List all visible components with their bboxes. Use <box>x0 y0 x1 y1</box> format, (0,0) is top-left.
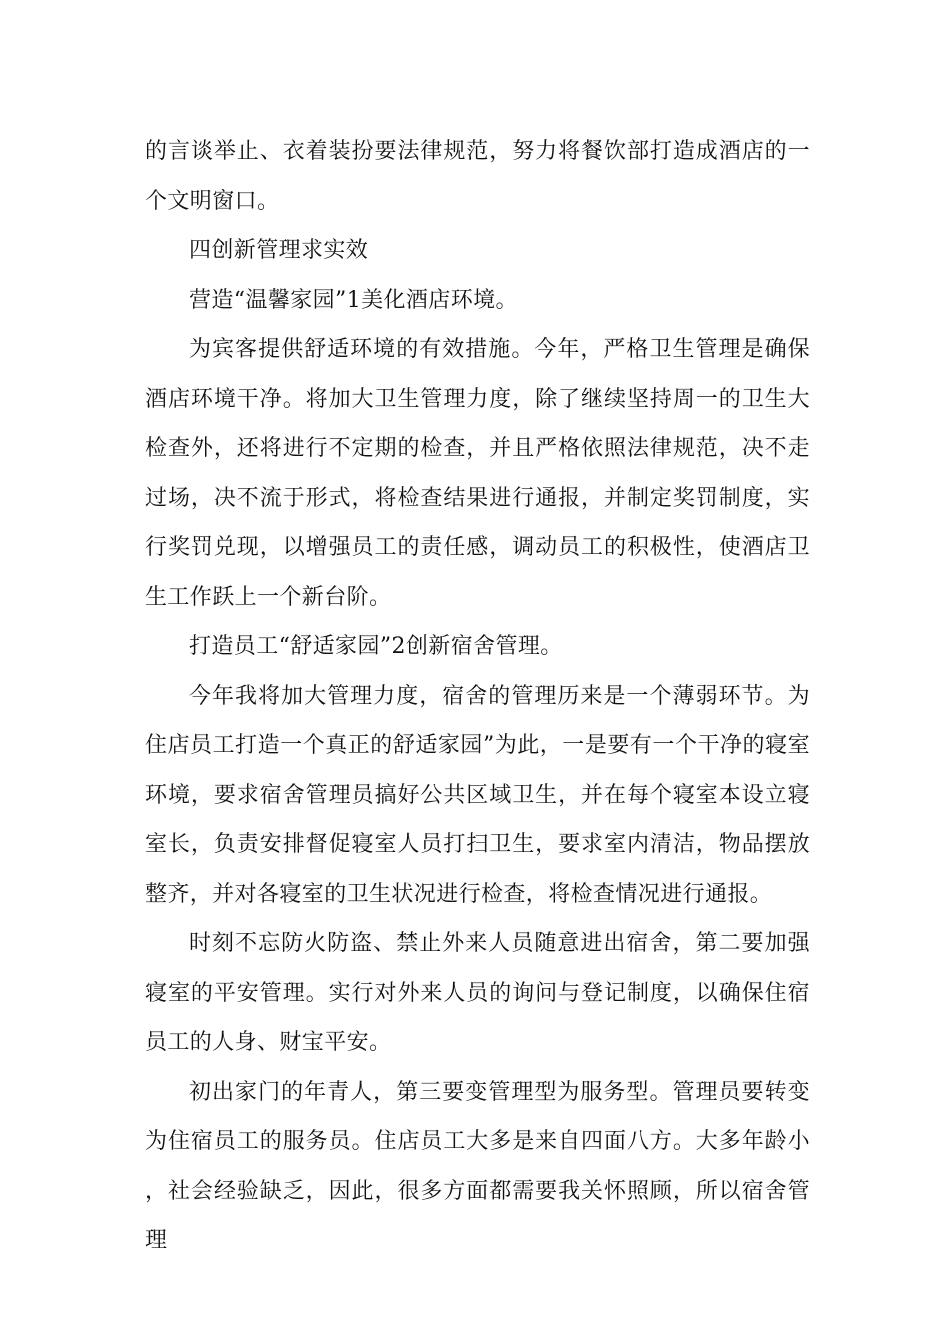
paragraph-fire-safety: 时刻不忘防火防盗、禁止外来人员随意进出宿舍，第二要加强寝室的平安管理。实行对外来人员的询问与登记制度，以确保住宿员工的人身、财宝平安。 <box>145 931 810 1055</box>
section-heading-innovation: 四创新管理求实效 <box>189 238 369 263</box>
paragraph-dormitory-management: 今年我将加大管理力度，宿舍的管理历来是一个薄弱环节。为住店员工打造一个真正的舒适家园”为此，一是要有一个干净的寝室环境，要求宿舍管理员搞好公共区域卫生，并在每个寝室本设立寝室长，负责安排督促寝室人员打扫卫生，要求室内清洁，物品摆放整齐，并对各寝室的卫生状况进行检查，将检查情况进行通报。 <box>145 683 810 907</box>
document-body <box>145 127 810 1266</box>
paragraph-service-oriented: 初出家门的年青人，第三要变管理型为服务型。管理员要转变为住宿员工的服务员。住店员工大多是来自四面八方。大多年龄小，社会经验缺乏，因此，很多方面都需要我关怀照顾，所以宿舍管理 <box>145 1079 810 1253</box>
paragraph-hygiene-management: 为宾客提供舒适环境的有效措施。今年，严格卫生管理是确保酒店环境干净。将加大卫生管理力度，除了继续坚持周一的卫生大检查外，还将进行不定期的检查，并且严格依照法律规范，决不走过场，决不流于形式，将检查结果进行通报，并制定奖罚制度，实行奖罚兑现，以增强员工的责任感，调动员工的积极性，使酒店卫生工作跃上一个新台阶。 <box>145 337 810 610</box>
paragraph-1: 的言谈举止、衣着装扮要法律规范，努力将餐饮部打造成酒店的一个文明窗口。 <box>145 139 810 214</box>
subheading-warm-home: 营造“温馨家园”1美化酒店环境。 <box>189 287 518 313</box>
subheading-dormitory: 打造员工“舒适家园”2创新宿舍管理。 <box>189 634 563 659</box>
